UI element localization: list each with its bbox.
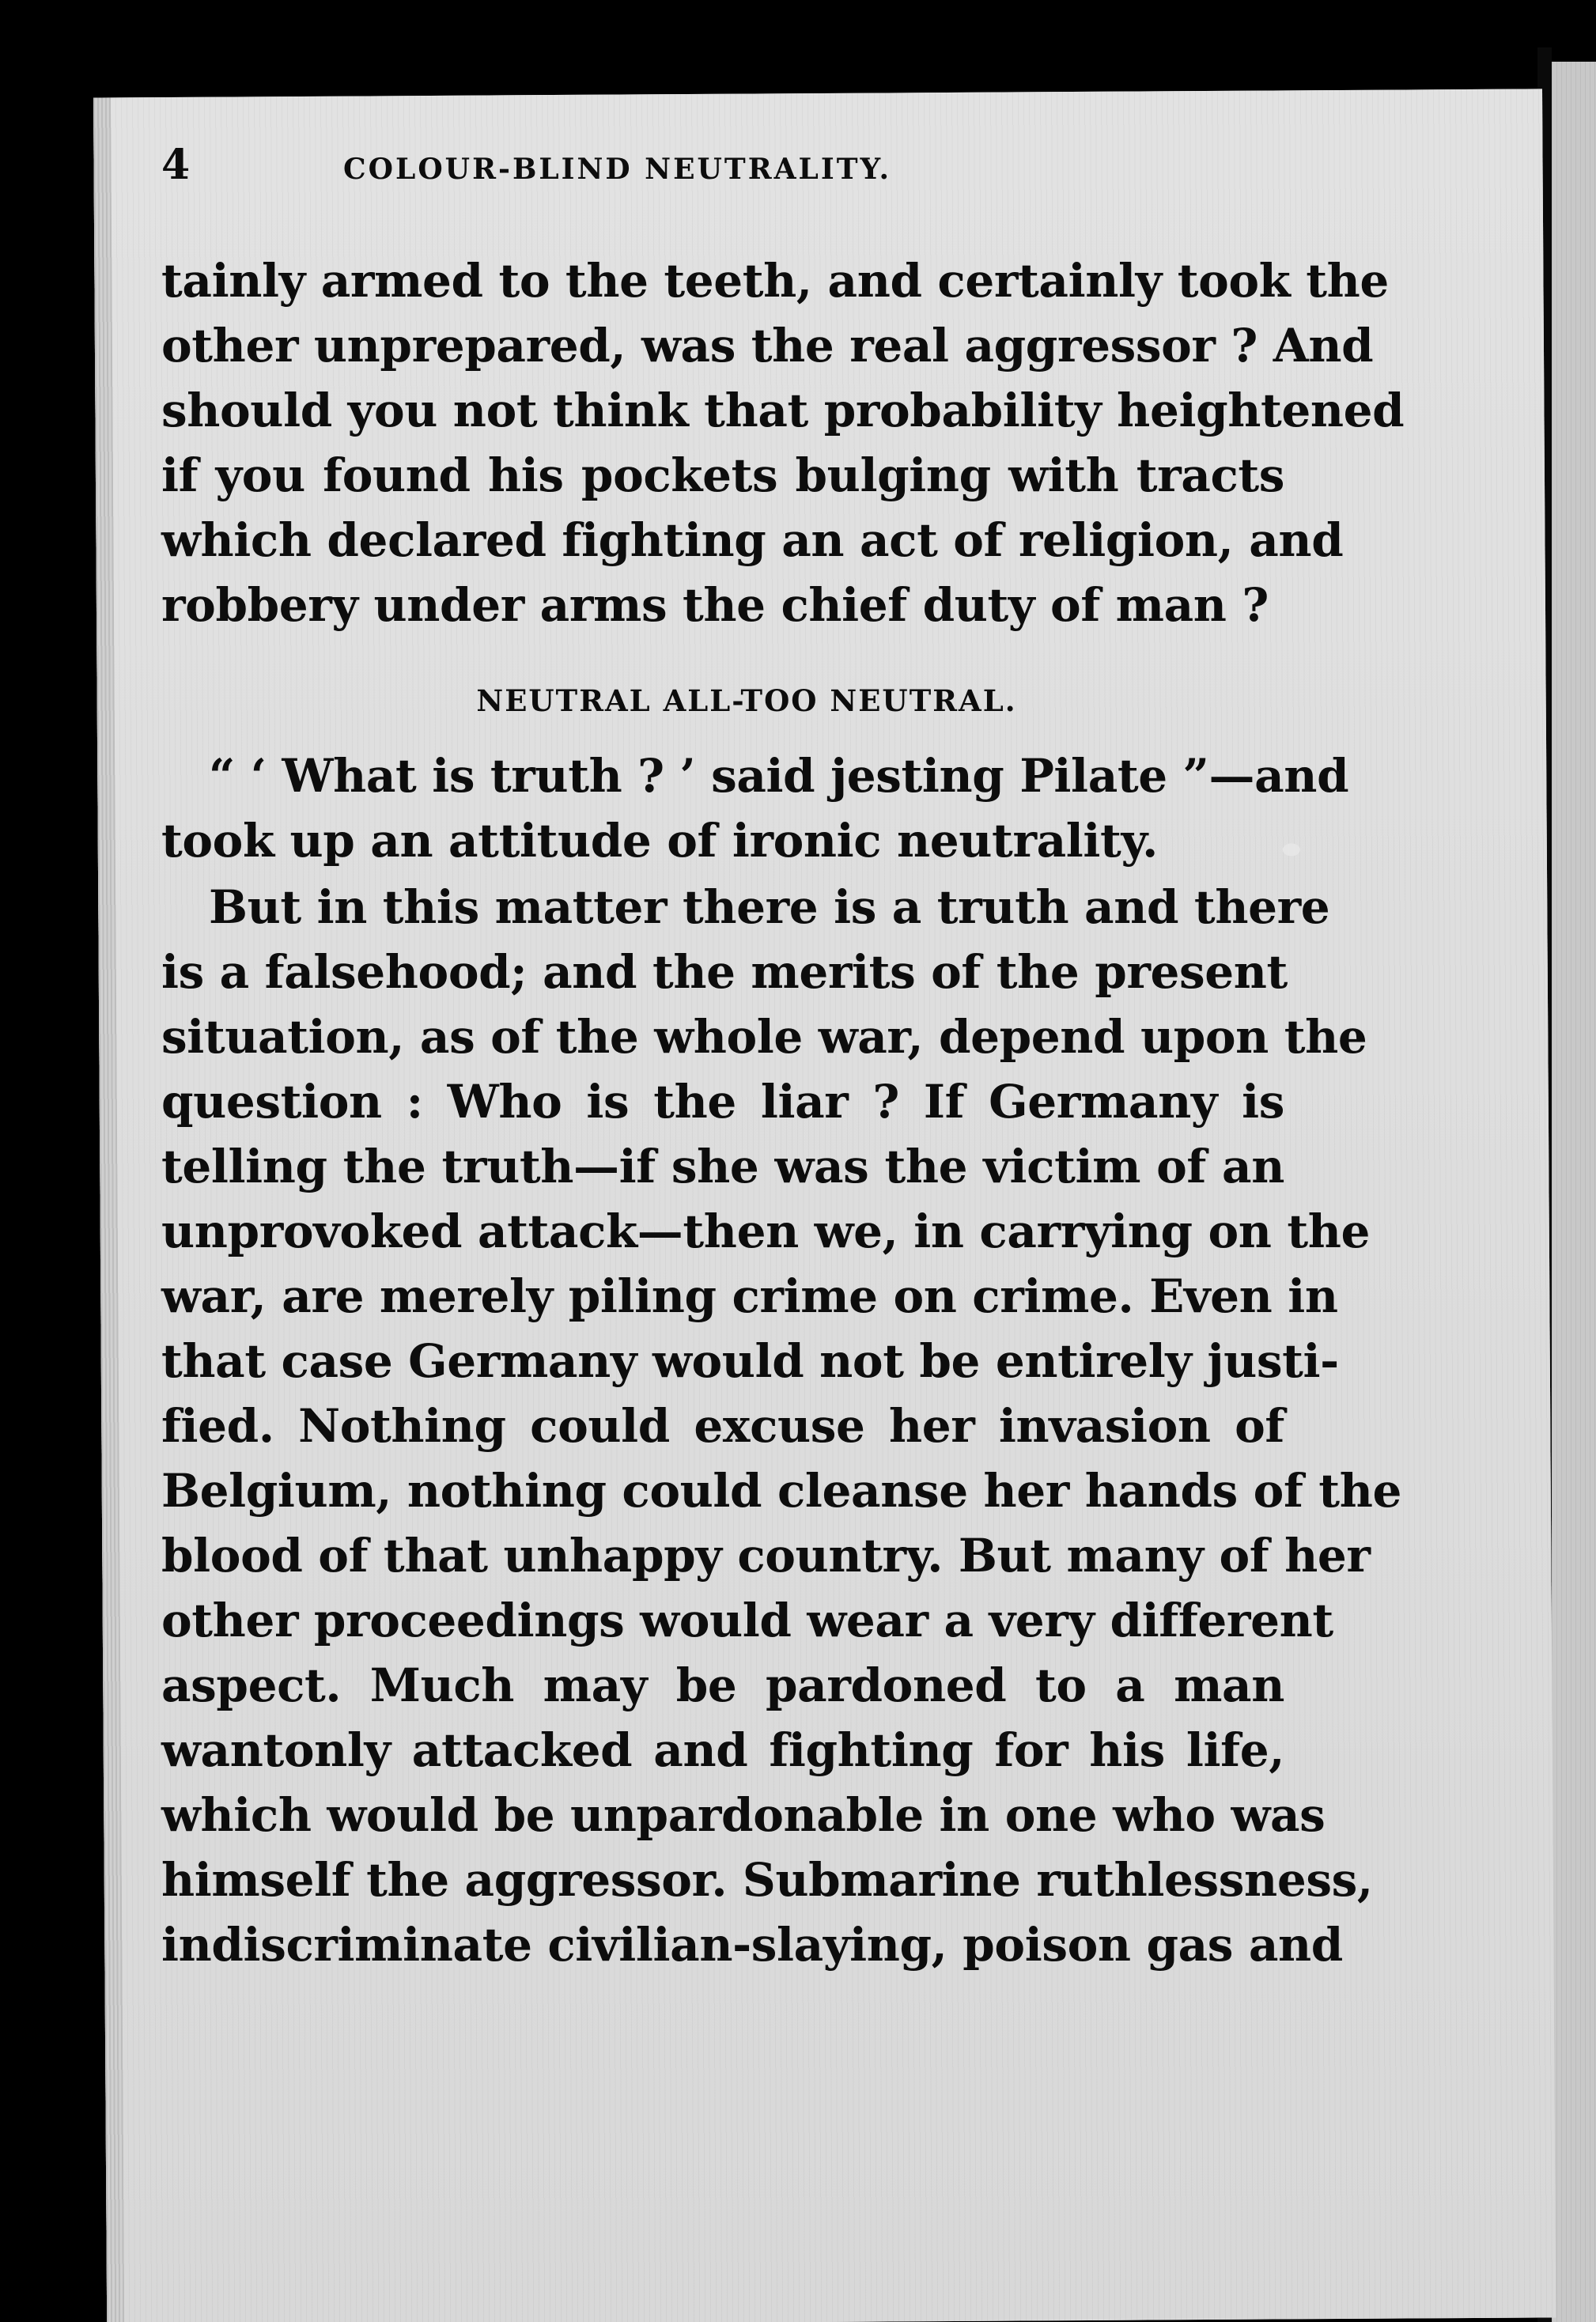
page-number: 4 — [161, 141, 191, 189]
text-line: But in this matter there is a truth and there — [209, 880, 1330, 934]
text-line: telling the truth—if she was the victim of an — [161, 1140, 1284, 1193]
text-line: “ ‘ What is truth ? ’ said jesting Pilate ”—and — [209, 749, 1349, 803]
text-line: other unprepared, was the real aggressor ? And — [161, 319, 1374, 373]
text-line: situation, as of the whole war, depend upon the — [161, 1010, 1367, 1064]
text-line: war, are merely piling crime on crime. Even in — [161, 1269, 1338, 1323]
text-line: himself the aggressor. Submarine ruthlessness, — [161, 1853, 1373, 1907]
text-line: took up an attitude of ironic neutrality. — [161, 814, 1158, 868]
pilate-paragraph — [161, 743, 1349, 873]
text-line: other proceedings would wear a very different — [161, 1594, 1333, 1647]
text-line: that case Germany would not be entirely justi- — [161, 1334, 1339, 1388]
running-head — [161, 141, 1284, 204]
text-line: unprovoked attack—then we, in carrying on the — [161, 1204, 1371, 1258]
truth-paragraph — [161, 875, 1401, 1977]
text-line: is a falsehood; and the merits of the present — [161, 945, 1288, 999]
text-line: which would be unpardonable in one who was — [161, 1788, 1326, 1842]
adjacent-page-edge — [1552, 62, 1596, 2322]
opening-paragraph — [161, 248, 1405, 637]
text-line: robbery under arms the chief duty of man ? — [161, 578, 1269, 632]
text-line: indiscriminate civilian-slaying, poison gas and — [161, 1918, 1343, 1972]
text-line: if you found his pockets bulging with tracts — [161, 448, 1284, 502]
page-left-edge — [93, 97, 124, 2322]
text-line: should you not think that probability heightened — [161, 384, 1405, 437]
text-line: Belgium, nothing could cleanse her hands of the — [161, 1464, 1401, 1518]
text-line: question : Who is the liar ? If Germany is — [161, 1075, 1284, 1129]
page-text — [161, 141, 1405, 1977]
section-heading: NEUTRAL ALL-TOO NEUTRAL. — [476, 683, 1017, 718]
paper-speck — [1283, 843, 1300, 856]
text-line: blood of that unhappy country. But many of her — [161, 1529, 1371, 1583]
text-line: aspect. Much may be pardoned to a man — [161, 1658, 1284, 1712]
text-line: fied. Nothing could excuse her invasion of — [161, 1399, 1284, 1453]
text-line: tainly armed to the teeth, and certainly took the — [161, 254, 1389, 308]
running-title: COLOUR-BLIND NEUTRALITY. — [343, 153, 892, 186]
text-line: wantonly attacked and fighting for his life, — [161, 1723, 1284, 1777]
text-line: which declared fighting an act of religion, and — [161, 513, 1344, 567]
